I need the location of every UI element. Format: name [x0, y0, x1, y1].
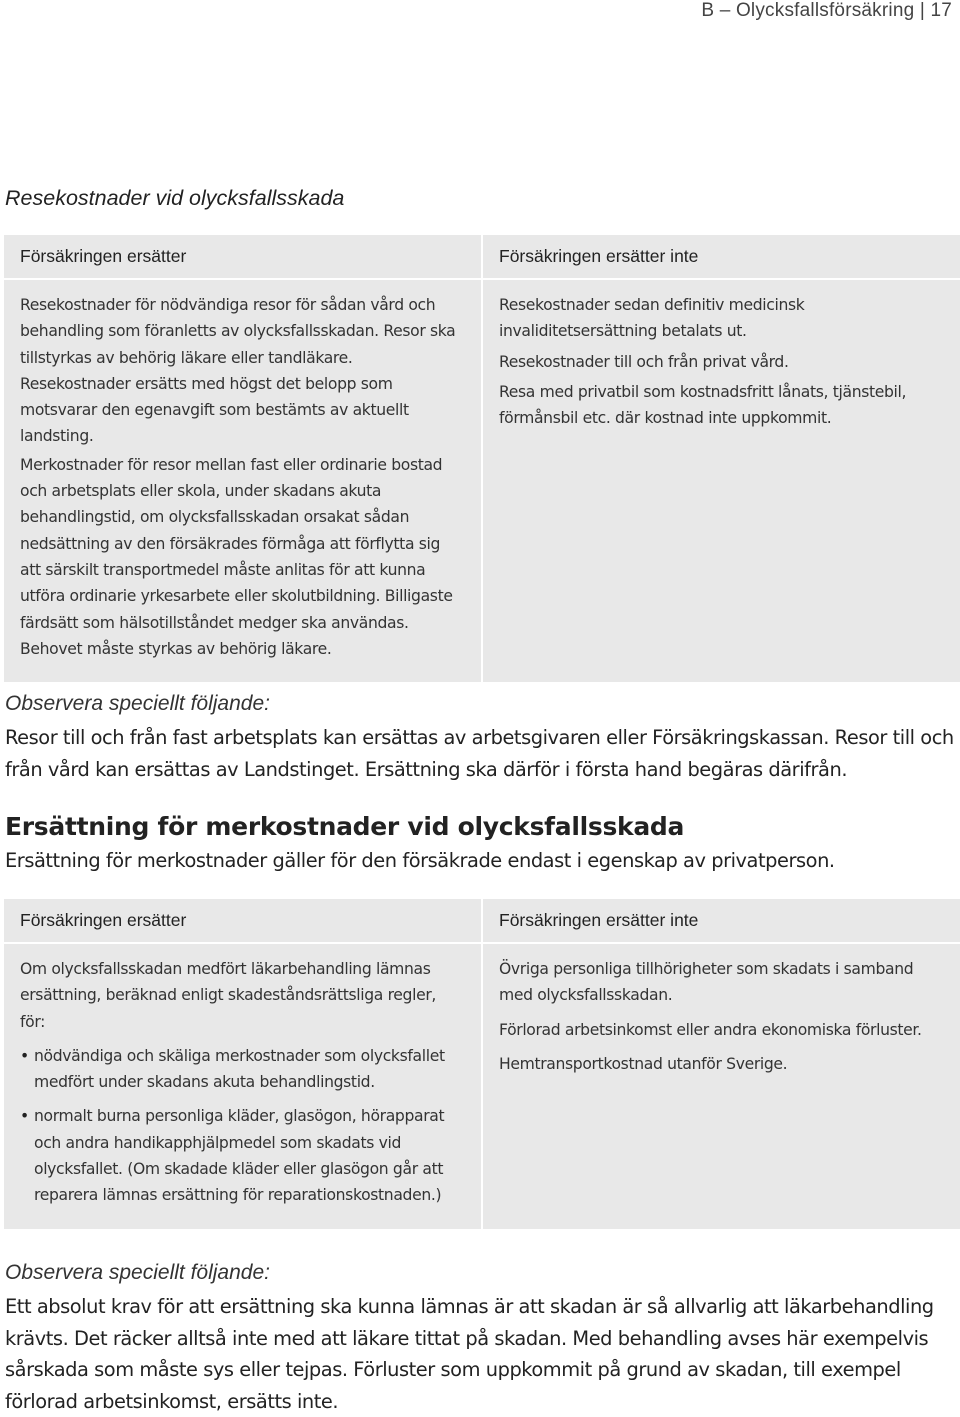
- covered-intro: Om olycksfallsskadan medfört läkarbehandling lämnas ersättning, beräknad enligt skadeståndsrättsliga regler, för:: [20, 960, 436, 1031]
- section-subtitle: Ersättning för merkostnader gäller för den försäkrade endast i egenskap av privatperson.: [5, 849, 835, 872]
- note-label: Observera speciellt följande:: [5, 1261, 270, 1284]
- note-text: Resor till och från fast arbetsplats kan ersättas av arbetsgivaren eller Försäkringskassan. Resor till och från vård kan ersättas av Landstinget. Ersättning ska därför i första hand begäras därifrån.: [5, 726, 954, 781]
- not-covered-column: [483, 235, 960, 682]
- not-covered-paragraph: Förlorad arbetsinkomst eller andra ekonomiska förluster.: [499, 1020, 922, 1039]
- running-header: B – Olycksfallsförsäkring | 17: [701, 0, 952, 21]
- bullet-text: nödvändiga och skäliga merkostnader som olycksfallet medfört under skadans akuta behandlingstid.: [34, 1046, 445, 1092]
- not-covered-paragraph: Resa med privatbil som kostnadsfritt lånats, tjänstebil, förmånsbil etc. där kostnad inte uppkommit.: [499, 382, 907, 428]
- not-covered-heading: Försäkringen ersätter inte: [483, 235, 960, 280]
- section-title-extra-costs: Ersättning för merkostnader vid olycksfallsskada: [5, 812, 685, 841]
- bullet-icon: •: [20, 1046, 30, 1065]
- not-covered-paragraph: Övriga personliga tillhörigheter som skadats i samband med olycksfallsskadan.: [499, 960, 914, 1005]
- covered-paragraph: Merkostnader för resor mellan fast eller ordinarie bostad och arbetsplats eller skola, under skadans akuta behandlingstid, om olycksfallsskadan orsakat sådan nedsättning av den försäkrades förmåga att förflytta sig att särskilt transportmedel måste anlitas för att kunna utföra ordinarie yrkesarbete eller skolutbildning. Billigaste färdsätt som hälsotillståndet medger ska användas. Behovet måste styrkas av behörig läkare.: [20, 455, 453, 658]
- coverage-table-extra-costs: [4, 899, 959, 1214]
- not-covered-paragraph: Hemtransportkostnad utanför Sverige.: [499, 1054, 788, 1073]
- covered-bullet-list: [20, 1043, 465, 1209]
- section-title-travel-costs: Resekostnader vid olycksfallsskada: [5, 186, 345, 210]
- not-covered-heading: Försäkringen ersätter inte: [483, 899, 960, 944]
- bullet-icon: •: [20, 1107, 30, 1126]
- note-text: Ett absolut krav för att ersättning ska kunna lämnas är att skadan är så allvarlig att läkarbehandling krävts. Det räcker alltså inte med att läkare tittat på skadan. Med behandling avses här exempelvis sårskada som måste sys eller tejpas. Förluster som uppkommit på grund av skadan, till exempel förlorad arbetsinkomst, ersätts inte.: [5, 1295, 934, 1413]
- not-covered-paragraph: Resekostnader till och från privat vård.: [499, 352, 789, 371]
- covered-heading: Försäkringen ersätter: [4, 235, 481, 280]
- note-label: Observera speciellt följande:: [5, 692, 270, 715]
- coverage-table-travel: [4, 235, 959, 658]
- covered-heading: Försäkringen ersätter: [4, 899, 481, 944]
- not-covered-column: [483, 899, 960, 1229]
- list-item: [20, 1043, 465, 1096]
- bullet-text: normalt burna personliga kläder, glasögon, hörapparat och andra handikapphjälpmedel som skadats vid olycksfallet. (Om skadade kläder eller glasögon går att reparera lämnas ersättning för reparationskostnaden.): [34, 1107, 445, 1205]
- covered-paragraph: Resekostnader för nödvändiga resor för sådan vård och behandling som föranletts av olycksfallsskadan. Resor ska tillstyrkas av behörig läkare eller tandläkare. Resekostnader ersätts med högst det belopp som motsvarar den egenavgift som bestämts av aktuellt landsting.: [20, 296, 456, 446]
- covered-column: [4, 899, 481, 1229]
- covered-column: [4, 235, 481, 682]
- not-covered-paragraph: Resekostnader sedan definitiv medicinsk invaliditetsersättning betalats ut.: [499, 296, 805, 341]
- list-item: [20, 1103, 465, 1208]
